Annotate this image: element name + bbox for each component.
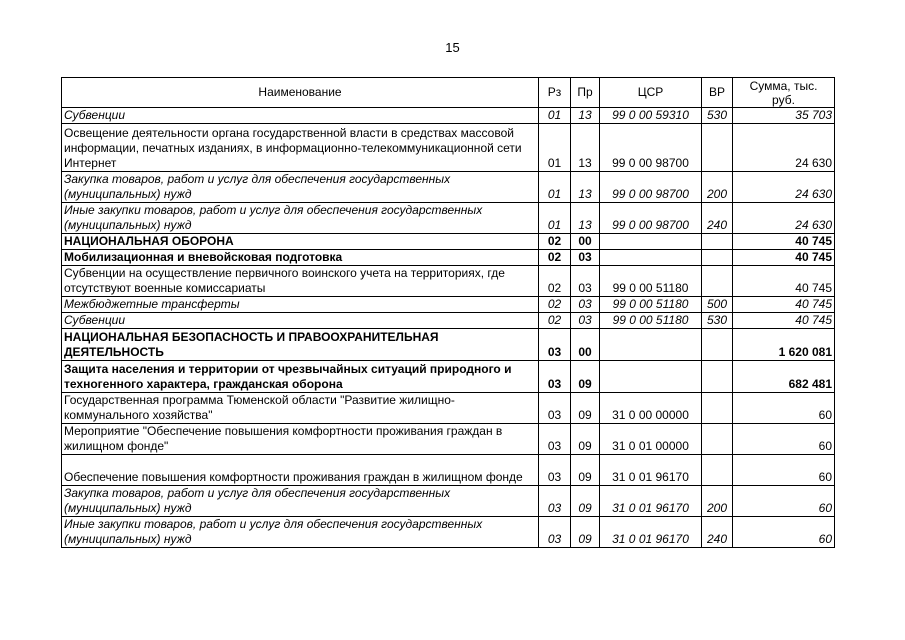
table-row xyxy=(62,124,835,172)
row-name-cell: Субвенции xyxy=(62,108,539,124)
row-csr-cell xyxy=(600,329,702,361)
row-pr-cell: 00 xyxy=(571,329,600,361)
column-header-name: Наименование xyxy=(62,78,539,108)
row-sum-cell: 60 xyxy=(733,455,835,486)
row-pr-cell: 03 xyxy=(571,297,600,313)
row-pr-cell: 09 xyxy=(571,424,600,455)
row-rz-cell: 01 xyxy=(539,203,571,234)
row-csr-cell: 31 0 01 96170 xyxy=(600,455,702,486)
row-csr-cell: 99 0 00 51180 xyxy=(600,313,702,329)
row-rz-cell: 02 xyxy=(539,266,571,297)
row-name-cell: Освещение деятельности органа государственной власти в средствах массовой информации, печатных изданиях, в информационно-телекоммуникационной сети Интернет xyxy=(62,124,539,172)
row-pr-cell: 03 xyxy=(571,250,600,266)
row-rz-cell: 02 xyxy=(539,250,571,266)
row-name-cell: НАЦИОНАЛЬНАЯ ОБОРОНА xyxy=(62,234,539,250)
row-pr-cell: 09 xyxy=(571,393,600,424)
column-header-vr: ВР xyxy=(702,78,733,108)
row-rz-cell: 03 xyxy=(539,455,571,486)
row-csr-cell: 99 0 00 98700 xyxy=(600,124,702,172)
row-name-cell: Мероприятие "Обеспечение повышения комфортности проживания граждан в жилищном фонде" xyxy=(62,424,539,455)
row-rz-cell: 02 xyxy=(539,234,571,250)
row-rz-cell: 01 xyxy=(539,172,571,203)
row-sum-cell: 60 xyxy=(733,486,835,517)
row-sum-cell: 60 xyxy=(733,517,835,548)
row-rz-cell: 01 xyxy=(539,124,571,172)
row-csr-cell: 31 0 01 00000 xyxy=(600,424,702,455)
row-vr-cell xyxy=(702,266,733,297)
row-csr-cell: 31 0 01 96170 xyxy=(600,517,702,548)
row-sum-cell: 682 481 xyxy=(733,361,835,393)
column-header-rz: Рз xyxy=(539,78,571,108)
column-header-pr: Пр xyxy=(571,78,600,108)
row-rz-cell: 03 xyxy=(539,393,571,424)
row-vr-cell: 500 xyxy=(702,297,733,313)
row-name-cell: НАЦИОНАЛЬНАЯ БЕЗОПАСНОСТЬ И ПРАВООХРАНИТЕЛЬНАЯ ДЕЯТЕЛЬНОСТЬ xyxy=(62,329,539,361)
row-rz-cell: 03 xyxy=(539,329,571,361)
row-sum-cell: 60 xyxy=(733,393,835,424)
table-body xyxy=(62,108,835,548)
row-rz-cell: 01 xyxy=(539,108,571,124)
table-header-row xyxy=(62,78,835,108)
row-vr-cell xyxy=(702,424,733,455)
row-vr-cell: 530 xyxy=(702,313,733,329)
row-name-cell: Мобилизационная и вневойсковая подготовка xyxy=(62,250,539,266)
row-csr-cell: 31 0 01 96170 xyxy=(600,486,702,517)
table-row xyxy=(62,424,835,455)
table-row xyxy=(62,517,835,548)
row-vr-cell: 240 xyxy=(702,517,733,548)
row-rz-cell: 03 xyxy=(539,486,571,517)
row-pr-cell: 03 xyxy=(571,266,600,297)
row-vr-cell xyxy=(702,455,733,486)
table-row xyxy=(62,455,835,486)
table-row xyxy=(62,393,835,424)
row-pr-cell: 09 xyxy=(571,455,600,486)
row-pr-cell: 13 xyxy=(571,172,600,203)
column-header-sum: Сумма, тыс. руб. xyxy=(733,78,835,108)
row-vr-cell: 200 xyxy=(702,172,733,203)
row-pr-cell: 03 xyxy=(571,313,600,329)
row-pr-cell: 13 xyxy=(571,124,600,172)
row-rz-cell: 02 xyxy=(539,297,571,313)
table-row xyxy=(62,313,835,329)
row-vr-cell xyxy=(702,250,733,266)
row-vr-cell xyxy=(702,329,733,361)
row-name-cell: Субвенции на осуществление первичного воинского учета на территориях, где отсутствуют военные комиссариаты xyxy=(62,266,539,297)
table-row xyxy=(62,234,835,250)
row-vr-cell: 240 xyxy=(702,203,733,234)
row-vr-cell: 530 xyxy=(702,108,733,124)
row-pr-cell: 00 xyxy=(571,234,600,250)
table-row xyxy=(62,203,835,234)
row-name-cell: Межбюджетные трансферты xyxy=(62,297,539,313)
row-name-cell: Обеспечение повышения комфортности проживания граждан в жилищном фонде xyxy=(62,455,539,486)
table-row xyxy=(62,297,835,313)
row-sum-cell: 1 620 081 xyxy=(733,329,835,361)
table-row xyxy=(62,250,835,266)
row-name-cell: Государственная программа Тюменской области "Развитие жилищно-коммунального хозяйства" xyxy=(62,393,539,424)
row-csr-cell: 99 0 00 59310 xyxy=(600,108,702,124)
row-sum-cell: 40 745 xyxy=(733,297,835,313)
row-pr-cell: 13 xyxy=(571,203,600,234)
row-sum-cell: 40 745 xyxy=(733,313,835,329)
row-pr-cell: 13 xyxy=(571,108,600,124)
column-header-csr: ЦСР xyxy=(600,78,702,108)
table-row xyxy=(62,172,835,203)
row-csr-cell xyxy=(600,234,702,250)
row-csr-cell: 99 0 00 98700 xyxy=(600,203,702,234)
row-csr-cell: 99 0 00 98700 xyxy=(600,172,702,203)
row-vr-cell xyxy=(702,393,733,424)
row-name-cell: Закупка товаров, работ и услуг для обеспечения государственных (муниципальных) нужд xyxy=(62,486,539,517)
row-name-cell: Защита населения и территории от чрезвычайных ситуаций природного и техногенного характера, гражданская оборона xyxy=(62,361,539,393)
row-sum-cell: 40 745 xyxy=(733,234,835,250)
row-csr-cell: 99 0 00 51180 xyxy=(600,297,702,313)
row-pr-cell: 09 xyxy=(571,486,600,517)
page-number: 15 xyxy=(445,40,460,55)
budget-table xyxy=(61,77,835,548)
row-vr-cell xyxy=(702,234,733,250)
row-rz-cell: 03 xyxy=(539,361,571,393)
table-row xyxy=(62,108,835,124)
row-sum-cell: 24 630 xyxy=(733,172,835,203)
row-sum-cell: 24 630 xyxy=(733,203,835,234)
row-csr-cell xyxy=(600,250,702,266)
table-row xyxy=(62,486,835,517)
row-csr-cell: 99 0 00 51180 xyxy=(600,266,702,297)
row-name-cell: Субвенции xyxy=(62,313,539,329)
row-sum-cell: 60 xyxy=(733,424,835,455)
row-csr-cell xyxy=(600,361,702,393)
row-name-cell: Иные закупки товаров, работ и услуг для обеспечения государственных (муниципальных) нужд xyxy=(62,203,539,234)
row-sum-cell: 24 630 xyxy=(733,124,835,172)
table-row xyxy=(62,266,835,297)
row-csr-cell: 31 0 00 00000 xyxy=(600,393,702,424)
table-row xyxy=(62,329,835,361)
row-rz-cell: 03 xyxy=(539,424,571,455)
row-sum-cell: 40 745 xyxy=(733,266,835,297)
table-row xyxy=(62,361,835,393)
row-pr-cell: 09 xyxy=(571,361,600,393)
row-sum-cell: 35 703 xyxy=(733,108,835,124)
row-vr-cell xyxy=(702,361,733,393)
row-rz-cell: 02 xyxy=(539,313,571,329)
row-sum-cell: 40 745 xyxy=(733,250,835,266)
row-vr-cell xyxy=(702,124,733,172)
row-name-cell: Иные закупки товаров, работ и услуг для обеспечения государственных (муниципальных) нужд xyxy=(62,517,539,548)
row-pr-cell: 09 xyxy=(571,517,600,548)
row-name-cell: Закупка товаров, работ и услуг для обеспечения государственных (муниципальных) нужд xyxy=(62,172,539,203)
row-vr-cell: 200 xyxy=(702,486,733,517)
row-rz-cell: 03 xyxy=(539,517,571,548)
